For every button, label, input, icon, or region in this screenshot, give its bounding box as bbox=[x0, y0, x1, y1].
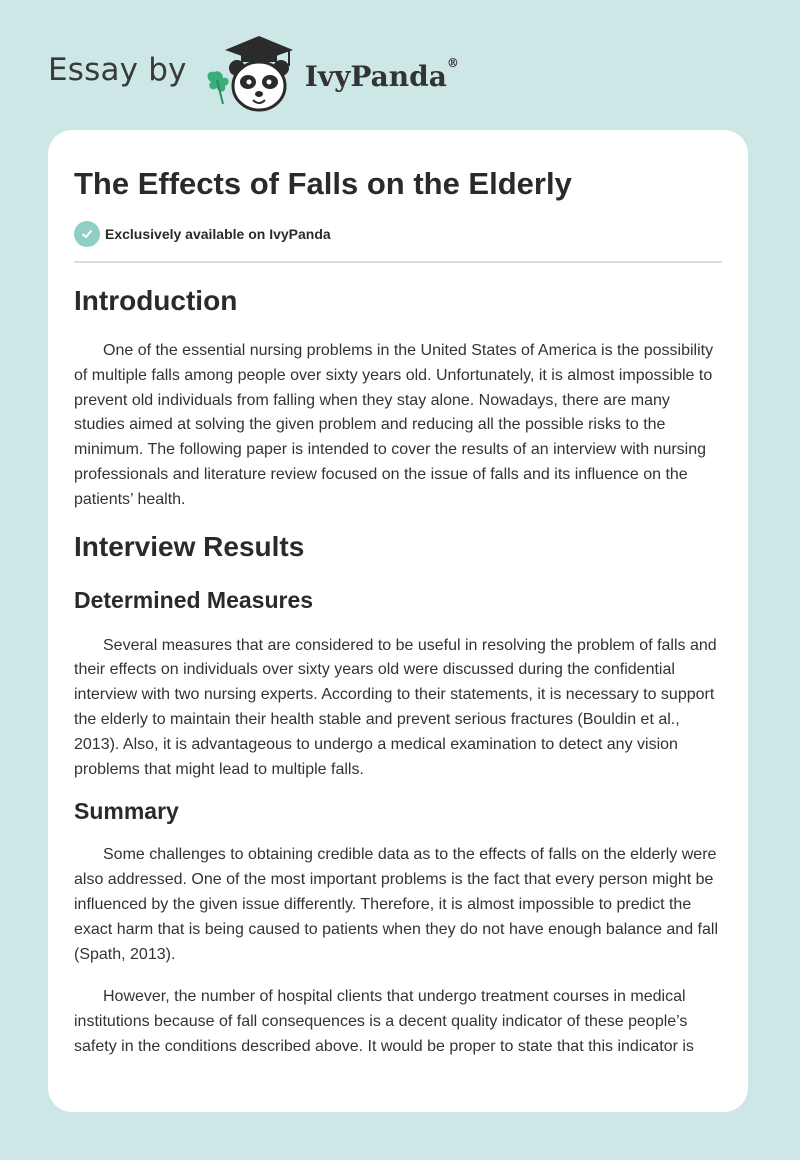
divider bbox=[74, 261, 722, 263]
registered-mark: ® bbox=[446, 55, 459, 70]
paragraph-introduction: One of the essential nursing problems in the United States of America is the possibility of multiple falls among people over sixty years old. Unfortunately, it is almost impossible to prevent old individuals from falling when they stay alone. Nowadays, there are many studies aimed at solving the given problem and reducing all the possible risks to the minimum. The following paper is intended to cover the results of an interview with nursing professionals and literature review focused on the issue of falls and its influence on the patients’ health. bbox=[74, 342, 714, 508]
section-heading-interview-results: Interview Results bbox=[74, 530, 305, 562]
check-circle-icon bbox=[74, 221, 100, 247]
section-heading-introduction: Introduction bbox=[74, 285, 238, 316]
ivy-leaf-icon bbox=[207, 71, 228, 104]
essay-by-label: Essay by bbox=[48, 52, 187, 88]
site-header bbox=[48, 34, 459, 114]
subheading-summary: Summary bbox=[74, 798, 179, 825]
panda-logo-icon[interactable] bbox=[201, 34, 301, 114]
paragraph-determined-measures: Several measures that are considered to be useful in resolving the problem of falls and their effects on individuals over sixty years old were discussed during the confidential interview with two nursing experts. According to their statements, it is necessary to support the elderly to maintain their health stable and prevent serious fractures (Bouldin et al., 2013). Also, it is advantageous to undergo a medical examination to detect any vision problems that might lead to multiple falls. bbox=[74, 636, 717, 778]
exclusive-label: Exclusively available on IvyPanda bbox=[105, 226, 331, 242]
subheading-determined-measures: Determined Measures bbox=[74, 586, 314, 613]
essay-card bbox=[48, 130, 748, 1112]
paragraph-summary-1: Some challenges to obtaining credible data as to the effects of falls on the elderly were also addressed. One of the most important problems is the fact that every person might be influenced by the given issue differently. Therefore, it is almost impossible to predict the exact harm that is being caused to patients when they do not have enough balance and fall (Spath, 2013). bbox=[74, 846, 718, 963]
exclusive-badge bbox=[74, 221, 331, 247]
brand-name[interactable]: IvyPanda® bbox=[304, 55, 459, 93]
article-body bbox=[74, 280, 722, 1060]
paragraph-summary-2: However, the number of hospital clients that undergo treatment courses in medical institutions because of fall consequences is a decent quality indicator of these people’s safety in the conditions described above. It would be proper to state that this indicator is bbox=[74, 988, 694, 1055]
page-title: The Effects of Falls on the Elderly bbox=[74, 166, 572, 201]
